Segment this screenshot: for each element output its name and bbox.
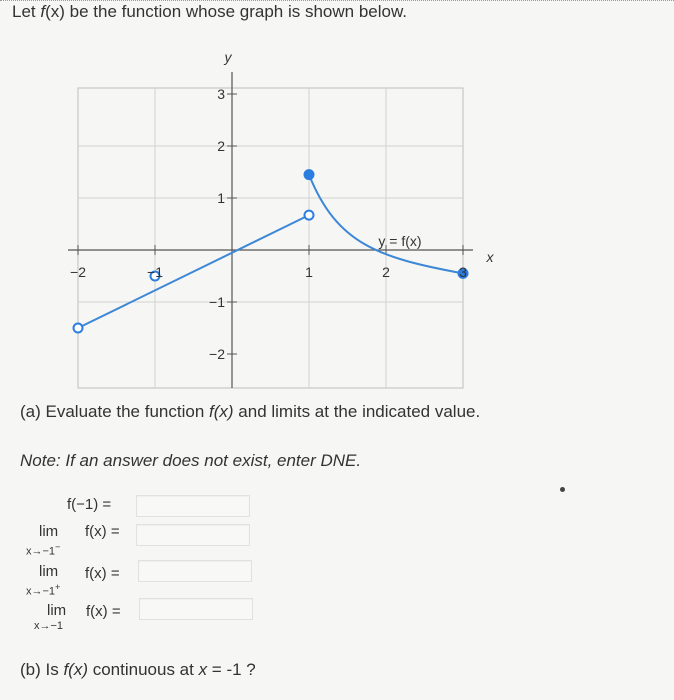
x-tick-label: −1 bbox=[147, 264, 163, 280]
graph-points bbox=[74, 170, 469, 333]
curve-label: y = f(x) bbox=[378, 233, 422, 249]
row4-under: x→−1 bbox=[34, 620, 64, 632]
row2-under-text: x→−1 bbox=[26, 545, 56, 558]
part-b-text bbox=[20, 660, 256, 680]
x-axis-label: x bbox=[486, 249, 494, 265]
x-tick-label: 3 bbox=[459, 264, 467, 280]
part-b-suffix: = -1 ? bbox=[207, 660, 256, 679]
filled-point-top bbox=[304, 170, 314, 180]
note-text: Note: If an answer does not exist, enter DNE. bbox=[20, 451, 362, 470]
open-point-left bbox=[74, 324, 83, 333]
part-a-suffix: and limits at the indicated value. bbox=[233, 402, 481, 421]
answer-input-f-at-minus-1[interactable] bbox=[136, 495, 250, 517]
row3-sup: + bbox=[55, 582, 61, 592]
x-tick-label: 1 bbox=[305, 264, 313, 280]
row4-lim: lim bbox=[47, 602, 67, 619]
graph-axes bbox=[68, 72, 473, 388]
intro-suffix: be the function whose graph is shown below. bbox=[64, 2, 408, 21]
y-tick-label: 1 bbox=[217, 190, 225, 206]
x-tick-label: −2 bbox=[70, 264, 86, 280]
y-tick-label: 3 bbox=[217, 86, 225, 102]
row2-under bbox=[26, 542, 60, 558]
y-axis-label: y bbox=[224, 49, 232, 65]
linear-segment bbox=[78, 215, 309, 328]
answer-input-right-limit[interactable] bbox=[138, 560, 252, 582]
part-a-func: f(x) bbox=[209, 402, 234, 421]
row3-lim: lim bbox=[39, 563, 59, 580]
y-tick-label: −2 bbox=[209, 346, 225, 362]
open-point-hole bbox=[305, 211, 314, 220]
intro-prefix: Let bbox=[12, 2, 41, 21]
row2-sup: − bbox=[55, 542, 61, 552]
row3-under bbox=[26, 582, 60, 598]
part-b-mid: continuous at bbox=[88, 660, 199, 679]
y-tick-label: −1 bbox=[209, 294, 225, 310]
stray-dot bbox=[560, 487, 565, 492]
y-tick-label: 2 bbox=[217, 138, 225, 154]
row1-label: f(−1) = bbox=[67, 496, 112, 513]
answer-input-left-limit[interactable] bbox=[136, 524, 250, 546]
answer-input-two-sided-limit[interactable] bbox=[139, 598, 253, 620]
part-b-func: f(x) bbox=[63, 660, 88, 679]
graph-labels bbox=[70, 49, 494, 362]
intro-func: f bbox=[40, 2, 46, 21]
part-b-prefix: (b) Is bbox=[20, 660, 64, 679]
row2-fx: f(x) = bbox=[85, 523, 120, 540]
part-a-prefix: (a) Evaluate the function bbox=[20, 402, 210, 421]
part-b-var: x bbox=[198, 660, 208, 679]
part-a-text bbox=[20, 402, 480, 422]
intro-arg: (x) bbox=[45, 2, 65, 21]
row2-lim: lim bbox=[39, 523, 59, 540]
row4-fx: f(x) = bbox=[86, 603, 121, 620]
row3-under-text: x→−1 bbox=[26, 585, 56, 598]
row3-fx: f(x) = bbox=[85, 565, 120, 582]
x-tick-label: 2 bbox=[382, 264, 390, 280]
